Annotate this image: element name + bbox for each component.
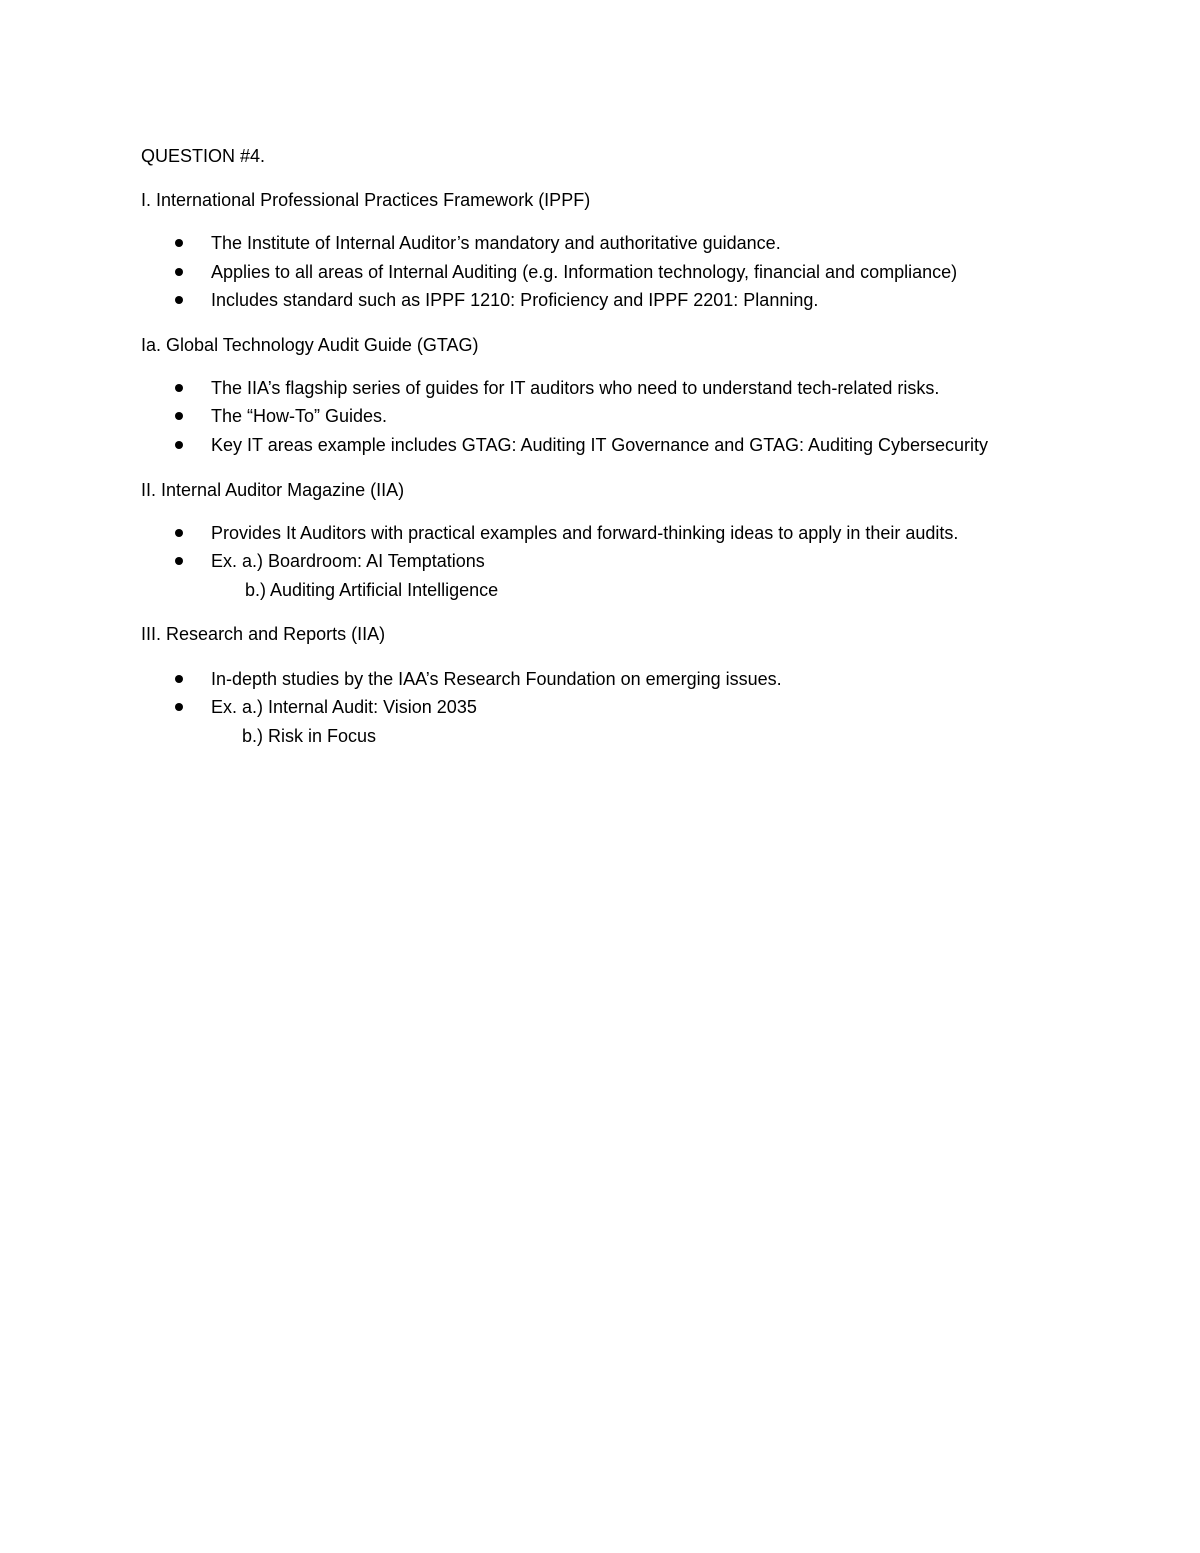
list-item: The “How-To” Guides. (211, 406, 388, 426)
section-heading-ippf (141, 189, 590, 211)
section-title: International Professional Practices Framework (IPPF) (156, 190, 591, 210)
bullet-icon (175, 268, 183, 276)
list-sub-item: b.) Auditing Artificial Intelligence (245, 580, 499, 600)
bullet-icon (175, 703, 183, 711)
section-title: Global Technology Audit Guide (GTAG) (166, 335, 479, 355)
bullet-icon (175, 557, 183, 565)
section-numeral: II. (141, 480, 157, 500)
list-item: Ex. a.) Boardroom: AI Temptations (211, 551, 485, 571)
section-numeral: Ia. (141, 335, 162, 355)
bullet-icon (175, 239, 183, 247)
bullet-icon (175, 384, 183, 392)
section-numeral: III. (141, 624, 162, 644)
list-item: Provides It Auditors with practical examples and forward-thinking ideas to apply in their audits. (211, 523, 959, 543)
section-heading-research (141, 623, 385, 645)
bullet-icon (175, 296, 183, 304)
section-heading-magazine (141, 479, 404, 501)
bullet-icon (175, 529, 183, 537)
list-item: Includes standard such as IPPF 1210: Proficiency and IPPF 2201: Planning. (211, 290, 819, 310)
bullet-icon (175, 675, 183, 683)
list-item: Key IT areas example includes GTAG: Auditing IT Governance and GTAG: Auditing Cybersecurity (211, 435, 989, 455)
bullet-icon (175, 412, 183, 420)
bullet-icon (175, 441, 183, 449)
list-item: Ex. a.) Internal Audit: Vision 2035 (211, 697, 477, 717)
section-title: Research and Reports (IIA) (166, 624, 386, 644)
document-title: QUESTION #4. (141, 146, 266, 166)
section-numeral: I. (141, 190, 152, 210)
list-item: The Institute of Internal Auditor’s mandatory and authoritative guidance. (211, 233, 781, 253)
list-item: In-depth studies by the IAA’s Research Foundation on emerging issues. (211, 669, 782, 689)
section-heading-gtag (141, 334, 479, 356)
list-sub-item: b.) Risk in Focus (242, 726, 377, 746)
list-item: Applies to all areas of Internal Auditing (e.g. Information technology, financial and compliance) (211, 262, 958, 282)
section-title: Internal Auditor Magazine (IIA) (161, 480, 405, 500)
list-item: The IIA’s flagship series of guides for IT auditors who need to understand tech-related risks. (211, 378, 940, 398)
